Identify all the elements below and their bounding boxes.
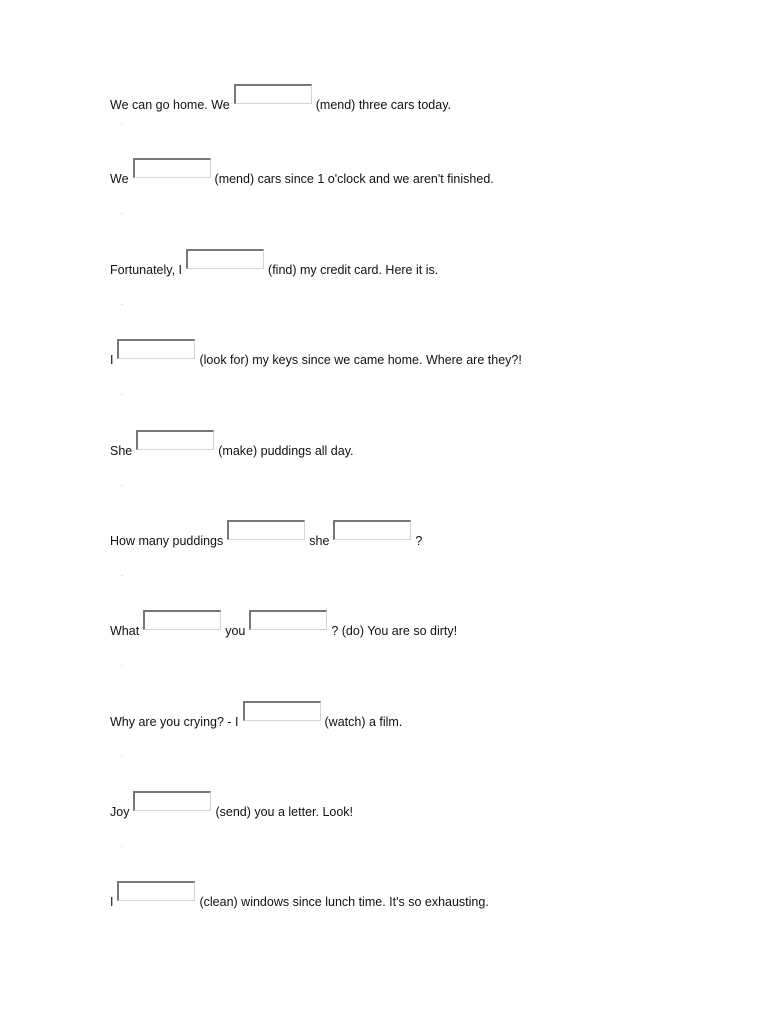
sentence-text: (mend) three cars today. [315,98,451,112]
sentence-text: (find) my credit card. Here it is. [268,263,439,277]
sentence-text: I [110,353,114,367]
sentence-text: I [110,895,114,909]
divider-dot [121,665,123,666]
answer-input[interactable] [333,520,411,540]
answer-gap [333,520,411,548]
answer-gap [249,610,327,638]
answer-input[interactable] [249,610,327,630]
sentence-6 [110,520,422,548]
sentence-text: (make) puddings all day. [218,444,354,458]
sentence-8 [110,701,402,729]
divider-dot [121,213,123,214]
sentence-2 [110,158,494,186]
answer-gap [117,881,195,909]
answer-input[interactable] [234,84,312,104]
sentence-3 [110,249,438,277]
sentence-text: she [309,534,330,548]
sentence-text: How many puddings [110,534,224,548]
sentence-1 [110,84,451,112]
answer-gap [133,158,211,186]
answer-gap [143,610,221,638]
sentence-text: Joy [110,805,130,819]
answer-gap [186,249,264,277]
divider-dot [121,394,123,395]
sentence-5 [110,430,354,458]
divider-dot [121,575,123,576]
answer-input[interactable] [143,610,221,630]
sentence-text: (look for) my keys since we came home. Where are they?! [199,353,522,367]
answer-gap [133,791,211,819]
answer-input[interactable] [227,520,305,540]
answer-gap [136,430,214,458]
sentence-9 [110,791,353,819]
sentence-4 [110,339,522,367]
sentence-text: ? [415,534,423,548]
answer-input[interactable] [117,339,195,359]
divider-dot [121,756,123,757]
answer-input[interactable] [133,791,211,811]
sentence-text: (mend) cars since 1 o'clock and we aren't finished. [214,172,494,186]
answer-input[interactable] [243,701,321,721]
divider-dot [121,124,123,125]
answer-input[interactable] [133,158,211,178]
answer-gap [234,84,312,112]
answer-gap [227,520,305,548]
sentence-text: We [110,172,129,186]
divider-dot [121,846,123,847]
sentence-text: What [110,624,140,638]
sentence-text: She [110,444,133,458]
divider-dot [121,304,123,305]
divider-dot [121,485,123,486]
sentence-7 [110,610,457,638]
sentence-text: (watch) a film. [324,715,403,729]
sentence-10 [110,881,489,909]
sentence-text: you [225,624,246,638]
sentence-text: (clean) windows since lunch time. It's so exhausting. [199,895,489,909]
sentence-text: Why are you crying? - I [110,715,239,729]
sentence-text: We can go home. We [110,98,230,112]
answer-input[interactable] [136,430,214,450]
answer-input[interactable] [186,249,264,269]
sentence-text: Fortunately, I [110,263,183,277]
answer-input[interactable] [117,881,195,901]
answer-gap [243,701,321,729]
sentence-text: (send) you a letter. Look! [215,805,354,819]
sentence-text: ? (do) You are so dirty! [331,624,458,638]
answer-gap [117,339,195,367]
